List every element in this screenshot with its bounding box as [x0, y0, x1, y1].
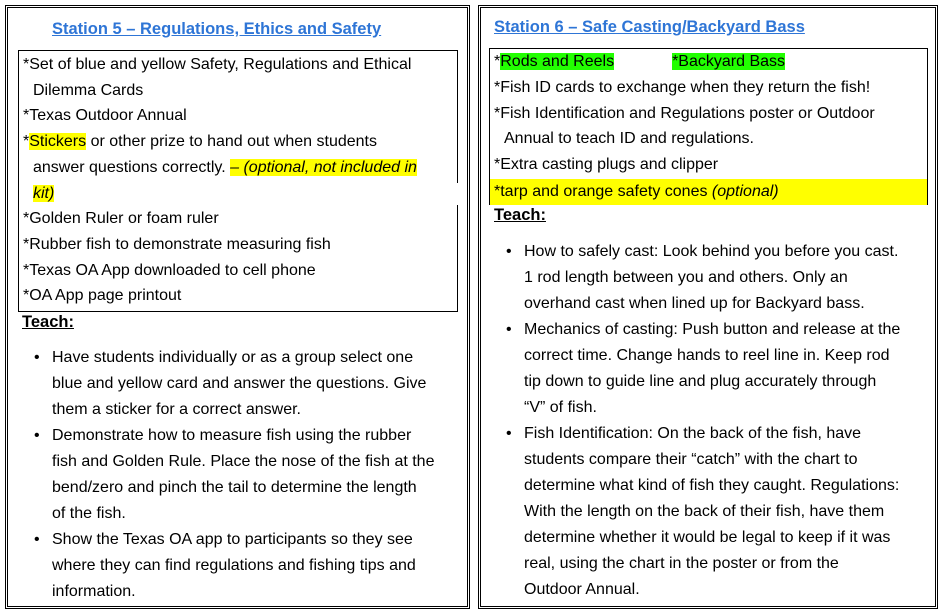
border-gap — [457, 183, 460, 205]
material-line: *Fish ID cards to exchange when they return the fish! — [494, 79, 871, 96]
material-line: *Rods and Reels *Backyard Bass — [494, 53, 786, 70]
station-5-teach-heading: Teach: — [22, 313, 74, 331]
material-line: *Stickers or other prize to hand out when students — [23, 133, 377, 151]
station-5-teach-list — [22, 345, 462, 605]
station-6-materials-box — [489, 48, 928, 205]
station-6-teach-list — [494, 239, 934, 603]
material-line: *OA App page printout — [23, 287, 182, 305]
station-5-materials-box — [18, 50, 458, 312]
station-5-title: Station 5 – Regulations, Ethics and Safety — [52, 20, 382, 38]
material-line: Dilemma Cards — [33, 81, 144, 99]
list-item: • Mechanics of casting: Push button and release at the correct time. Change hands to reel line in. Keep rod tip down to guide line and plug accurately through “V” of fish. — [506, 321, 901, 416]
list-item: • Show the Texas OA app to participants so they see where they can find regulations and fishing tips and information. — [34, 531, 416, 600]
station-6-teach-heading: Teach: — [494, 206, 546, 224]
material-line: *Rubber fish to demonstrate measuring fish — [23, 235, 331, 253]
material-line: *Texas OA App downloaded to cell phone — [23, 261, 316, 279]
material-line: kit) — [33, 184, 55, 202]
station-6-title: Station 6 – Safe Casting/Backyard Bass — [494, 18, 805, 36]
material-line: *tarp and orange safety cones (optional) — [490, 179, 927, 205]
list-item: • Fish Identification: On the back of the fish, have students compare their “catch” with the chart to determine what kind of fish they caught. Regulations: With the length on the back of their fish, have them determine whether it would be legal to keep if it was real, using the chart in the poster or from the Outdoor Annual. — [506, 425, 900, 598]
material-line: *Fish Identification and Regulations poster or Outdoor — [494, 104, 875, 122]
list-item: • Have students individually or as a group select one blue and yellow card and answer the questions. Give them a sticker for a correct answer. — [34, 349, 427, 418]
material-line: *Set of blue and yellow Safety, Regulations and Ethical — [23, 56, 412, 73]
list-item: • How to safely cast: Look behind you before you cast. 1 rod length between you and others. Only an overhand cast when lined up for Backyard bass. — [506, 243, 899, 312]
material-line: Annual to teach ID and regulations. — [504, 130, 754, 148]
material-line: answer questions correctly. – (optional, not included in — [33, 158, 417, 176]
material-line: *Golden Ruler or foam ruler — [23, 210, 219, 228]
list-item: • Demonstrate how to measure fish using the rubber fish and Golden Rule. Place the nose of the fish at the bend/zero and pinch the tail to determine the length of the fish. — [34, 427, 435, 522]
material-line: *Extra casting plugs and clipper — [494, 156, 719, 174]
material-line: *Texas Outdoor Annual — [23, 107, 187, 125]
